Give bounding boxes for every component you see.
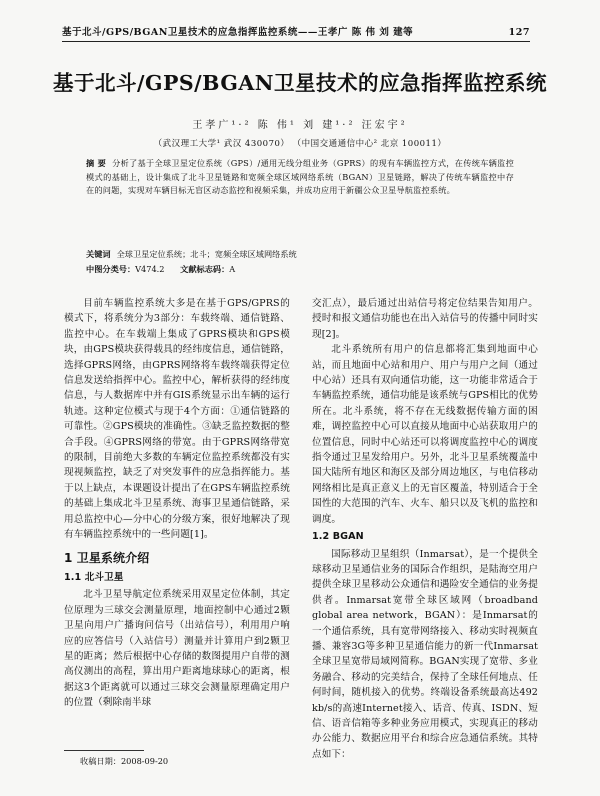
left-column xyxy=(64,296,290,711)
abstract-label: 摘 要 xyxy=(86,158,107,168)
keywords-label: 关键词 xyxy=(86,249,111,259)
affiliations: （武汉理工大学¹ 武汉 430070） （中国交通通信中心² 北京 100011） xyxy=(153,139,447,149)
running-header xyxy=(62,24,530,38)
clc-code: V474.2 xyxy=(135,264,165,274)
beidou-continued-paragraph: 交汇点），最后通过出站信号将定位结果告知用户。授时和报文通信功能也在出入站信号的传播中同时实现[2]。 xyxy=(312,298,538,340)
subsection-1-2-heading: 1.2 BGAN xyxy=(312,531,364,543)
keywords-text: 全球卫星定位系统；北斗；宽频全球区域网络系统 xyxy=(116,249,297,259)
subsection-1-1-heading: 1.1 北斗卫星 xyxy=(64,571,124,583)
abstract xyxy=(86,157,514,198)
beidou-system-paragraph: 北斗系统所有用户的信息都将汇集到地面中心站，而且地面中心站和用户、用户与用户之间（通过中心站）还具有双向通信功能，这一功能非常适合于车辆监控系统，通信功能是该系统与GPS相比的优势所在。北斗系统，将不存在无线数据传输方面的困难，调控监控中心可以直接从地面中心站获取用户的位置信息，同时中心站还可以将调度监控中心的调度指令通过卫星发给用户。另外，北斗卫星系统覆盖中国大陆所有地区和海区及部分周边地区，与电信移动网络相比是真正意义上的无盲区覆盖，特别适合于全国性的大范围的汽车、火车、船只以及飞机的监控和调度。 xyxy=(312,344,538,525)
keywords xyxy=(86,249,514,260)
intro-paragraph: 目前车辆监控系统大多是在基于GPS/GPRS的模式下，将系统分为3部分：车载终端、通信链路、监控中心。在车载端上集成了GPRS模块和GPS模块，由GPS模块获得载具的经纬度信息，通信链路，选择GPRS网络，由GPRS网络将车载终端获得定位信息发送给指挥中心。监控中心，解析获得的经纬度信息，与人数据库中并有GIS系统显示出车辆的运行轨迹。这种定位模式与现于4个方面：①通信链路的可靠性。②GPS模块的准确性。③缺乏监控数据的整合手段。④GPRS网络的带宽。由于GPRS网络带宽的限制，目前绝大多数的车辆定位监控系统都没有实现视频监控，缺乏了对突发事件的应急指挥能力。基于以上缺点，本课题设计提出了在GPS车辆监控系统的基础上集成北斗卫星系统、海事卫星通信链路，采用总监控中心—分中心的分级方案，很好地解决了现有车辆监控系统中的一些问题[1]。 xyxy=(64,298,290,541)
clc-label: 中图分类号： xyxy=(86,264,136,274)
beidou-paragraph: 北斗卫星导航定位系统采用双星定位体制，其定位原理为三球交会测量原理，地面控制中心通过2颗卫星向用户广播询问信号（出站信号），利用用户响应的应答信号（入站信号）测量并计算用户到2颗卫星的距离；然后根据中心存储的数图提用户自带的测高仪测出的高程，算出用户距离地球球心的距离，根据这3个距离就可以通过三球交会测量原理确定用户的位置（剩除南半球 xyxy=(64,589,290,709)
article-title: 基于北斗/GPS/BGAN卫星技术的应急指挥监控系统 xyxy=(52,71,548,95)
right-column xyxy=(312,296,538,762)
section-1-heading: 1 卫星系统介绍 xyxy=(64,550,150,565)
author-list: 王孝广¹·² 陈 伟¹ 刘 建¹·² 汪宏宇² xyxy=(192,120,408,131)
header-rule xyxy=(62,41,530,42)
classification xyxy=(86,264,514,275)
received-date: 收稿日期：2008-09-20 xyxy=(80,756,169,766)
page-number: 127 xyxy=(508,27,530,38)
doc-code: A xyxy=(229,264,236,274)
abstract-text: 分析了基于全球卫星定位系统（GPS）/通用无线分组业务（GPRS）的现有车辆监控方式，在传统车辆监控模式的基础上，设计集成了北斗卫星链路和宽频全球区域网络系统（BGAN）卫星链路，解决了传统车辆监控中存在的问题，实现对车辆目标无盲区动态监控和视频采集，并成功应用于新疆公众卫星导航监控系统。 xyxy=(86,158,514,196)
doc-code-label: 文献标志码： xyxy=(180,264,230,274)
running-title: 基于北斗/GPS/BGAN卫星技术的应急指挥监控系统——王孝广 陈 伟 刘 建等 xyxy=(62,27,414,38)
footnote-rule xyxy=(64,750,144,751)
bgan-paragraph: 国际移动卫星组织（Inmarsat），是一个提供全球移动卫星通信业务的国际合作组织，是陆海空用户提供全球卫星移动公众通信和遇险安全通信的业务提供者。Inmarsat宽带全球区域网（broadband global area network，BGAN）：是Inmarsat的一个通信系统，具有宽带网络接入、移动实时视频直播、兼容3G等多种卫星通信能力的新一代Inmarsat全球卫星宽带局域网简称。BGAN实现了宽带、多业务融合、移动的完美结合，保持了全球任何地点、任何时间，随机接入的优势。终端设备系统最高达492 kb/s的高速Internet接入、话音、传真、ISDN、短信、语音信箱等多种业务应用模式，实现真正的移动办公能力、数据应用平台和综合应急通信系统。其特点如下： xyxy=(312,548,538,760)
